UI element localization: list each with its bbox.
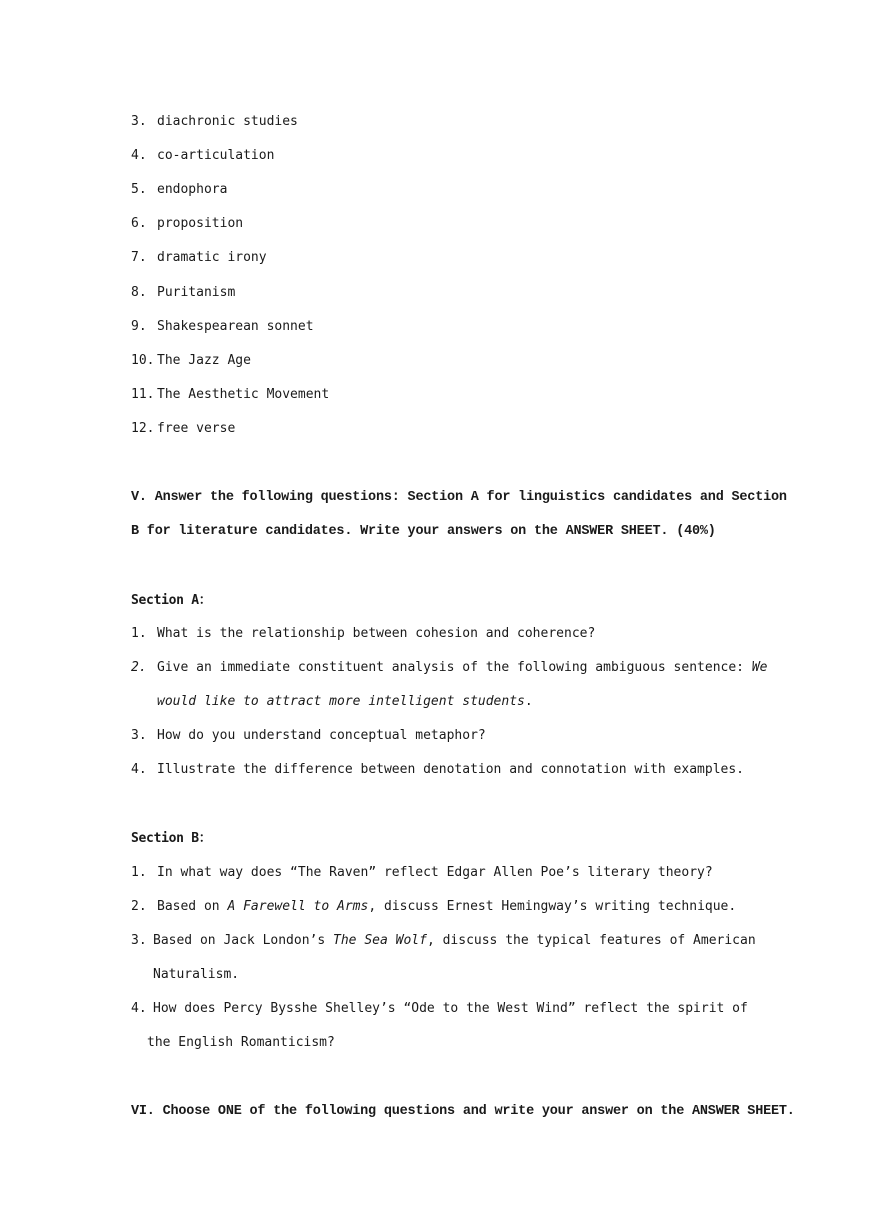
section-a-question-2: 2. Give an immediate constituent analysis of the following ambiguous sentence: We bbox=[131, 660, 768, 675]
part5-instructions-line1: V. Answer the following questions: Section A for linguistics candidates and Section bbox=[131, 490, 787, 505]
term-item: 5. endophora bbox=[131, 182, 228, 197]
part5-instructions-line2: B for literature candidates. Write your answers on the ANSWER SHEET. (40%) bbox=[131, 524, 716, 539]
section-a-question-3: 3. How do you understand conceptual metaphor? bbox=[131, 728, 486, 743]
term-item: 12. free verse bbox=[131, 421, 236, 436]
section-b-question-4: 4. How does Percy Bysshe Shelley’s “Ode to the West Wind” reflect the spirit of bbox=[131, 1001, 748, 1016]
term-item: 10. The Jazz Age bbox=[131, 353, 251, 368]
section-b-heading: Section B： bbox=[131, 831, 212, 846]
term-item: 8. Puritanism bbox=[131, 285, 236, 300]
term-item: 9. Shakespearean sonnet bbox=[131, 319, 314, 334]
term-item: 3. diachronic studies bbox=[131, 114, 298, 129]
term-item: 4. co-articulation bbox=[131, 148, 275, 163]
section-b-question-1: 1. In what way does “The Raven” reflect Edgar Allen Poe’s literary theory? bbox=[131, 865, 713, 880]
term-item: 7. dramatic irony bbox=[131, 250, 267, 265]
section-a-heading: Section A： bbox=[131, 593, 212, 608]
section-a-question-4: 4. Illustrate the difference between denotation and connotation with examples. bbox=[131, 762, 744, 777]
section-a-question-1: 1. What is the relationship between cohesion and coherence? bbox=[131, 626, 596, 641]
part6-instructions: VI. Choose ONE of the following questions and write your answer on the ANSWER SHEET. bbox=[131, 1104, 795, 1119]
section-b-question-2: 2. Based on A Farewell to Arms, discuss Ernest Hemingway’s writing technique. bbox=[131, 899, 737, 914]
section-b-question-4-continued: the English Romanticism? bbox=[147, 1035, 335, 1050]
section-b-question-3-continued: Naturalism. bbox=[153, 967, 240, 982]
term-item: 6. proposition bbox=[131, 216, 244, 231]
term-item: 11. The Aesthetic Movement bbox=[131, 387, 330, 402]
section-b-question-3: 3. Based on Jack London’s The Sea Wolf, discuss the typical features of American bbox=[131, 933, 756, 948]
section-a-question-2-continued: would like to attract more intelligent students. bbox=[157, 694, 533, 709]
